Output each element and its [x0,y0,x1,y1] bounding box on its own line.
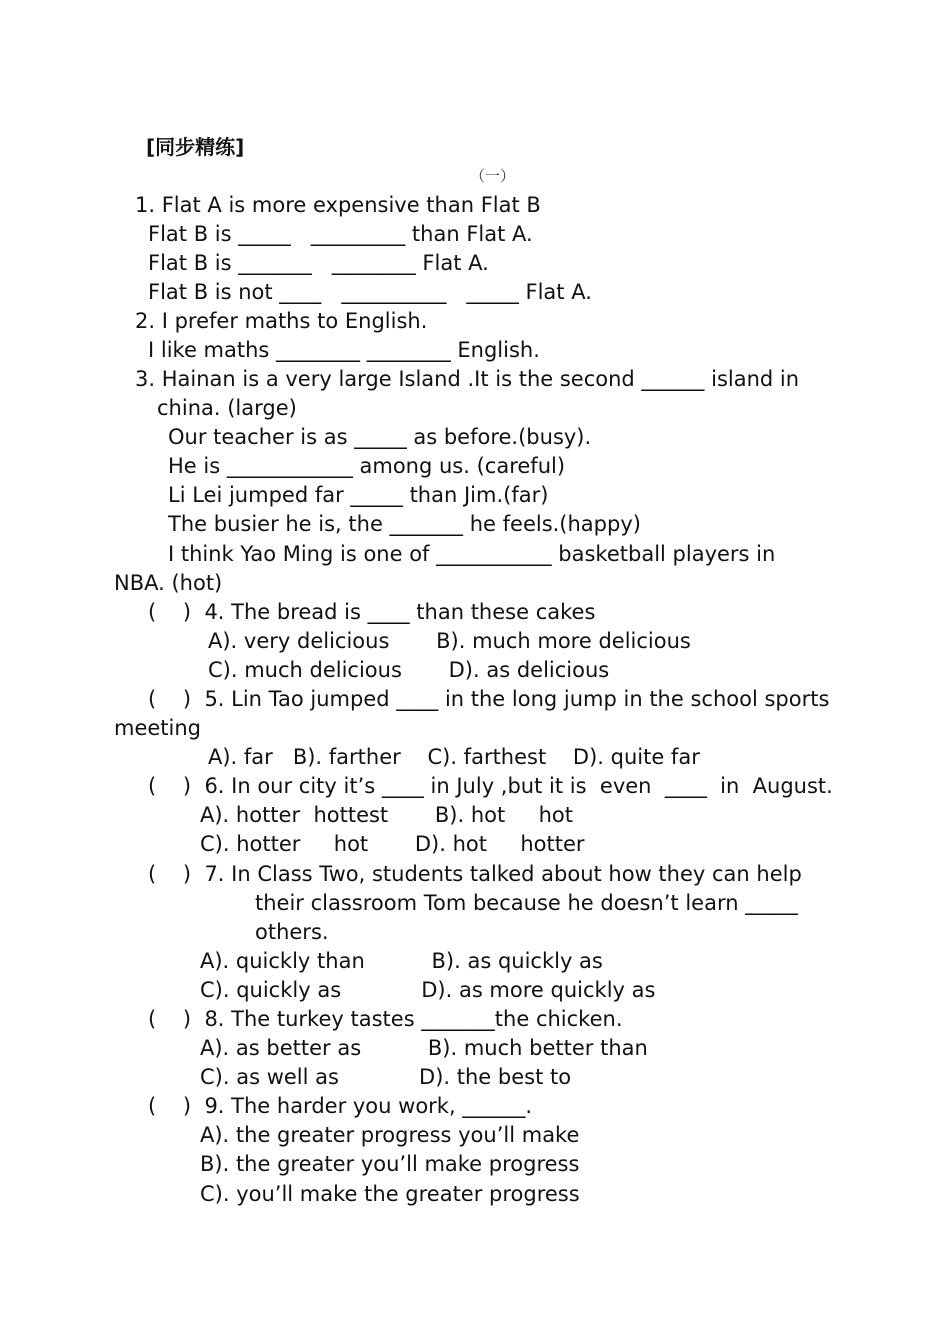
question-7-cont-2: others. [255,920,329,944]
question-1-line-c: Flat B is not ____ __________ _____ Flat A. [148,280,592,304]
question-7-options-cd: C). quickly as D). as more quickly as [200,978,656,1002]
question-6: ( ) 6. In our city it’s ____ in July ,but it is even ____ in August. [148,774,833,798]
question-1-line-b: Flat B is _______ ________ Flat A. [148,251,489,275]
question-1-line-a: Flat B is _____ _________ than Flat A. [148,222,533,246]
question-6-options-ab: A). hotter hottest B). hot hot [200,803,573,827]
question-3-line-b: He is ____________ among us. (careful) [168,454,566,478]
question-8: ( ) 8. The turkey tastes _______the chicken. [148,1007,623,1031]
question-3-line-e: I think Yao Ming is one of ___________ basketball players in [168,542,776,566]
question-4-options-ab: A). very delicious B). much more delicious [208,629,691,653]
question-3: 3. Hainan is a very large Island .It is the second ______ island in [135,367,800,391]
question-8-options-ab: A). as better as B). much better than [200,1036,648,1060]
question-3-line-a: Our teacher is as _____ as before.(busy). [168,425,592,449]
question-7: ( ) 7. In Class Two, students talked about how they can help [148,862,802,886]
question-9-option-a: A). the greater progress you’ll make [200,1123,580,1147]
section-number: （一） [470,167,516,185]
question-9: ( ) 9. The harder you work, ______. [148,1094,532,1118]
question-5: ( ) 5. Lin Tao jumped ____ in the long jump in the school sports [148,687,830,711]
question-7-options-ab: A). quickly than B). as quickly as [200,949,603,973]
question-1: 1. Flat A is more expensive than Flat B [135,193,541,217]
question-2-line-a: I like maths ________ ________ English. [148,338,540,362]
question-2: 2. I prefer maths to English. [135,309,428,333]
question-9-option-c: C). you’ll make the greater progress [200,1182,580,1206]
question-4-options-cd: C). much delicious D). as delicious [208,658,610,682]
question-3-line-d: The busier he is, the _______ he feels.(happy) [168,512,641,536]
question-7-cont: their classroom Tom because he doesn’t learn _____ [255,891,798,915]
question-5-cont: meeting [114,716,202,740]
question-5-options: A). far B). farther C). farthest D). quite far [208,745,700,769]
question-3-line-e-cont: NBA. (hot) [114,571,223,595]
question-9-option-b: B). the greater you’ll make progress [200,1152,580,1176]
question-8-options-cd: C). as well as D). the best to [200,1065,572,1089]
question-3-cont: china. (large) [157,396,297,420]
question-3-line-c: Li Lei jumped far _____ than Jim.(far) [168,483,549,507]
question-6-options-cd: C). hotter hot D). hot hotter [200,832,585,856]
question-4: ( ) 4. The bread is ____ than these cakes [148,600,596,624]
section-title: [同步精练] [146,135,245,159]
